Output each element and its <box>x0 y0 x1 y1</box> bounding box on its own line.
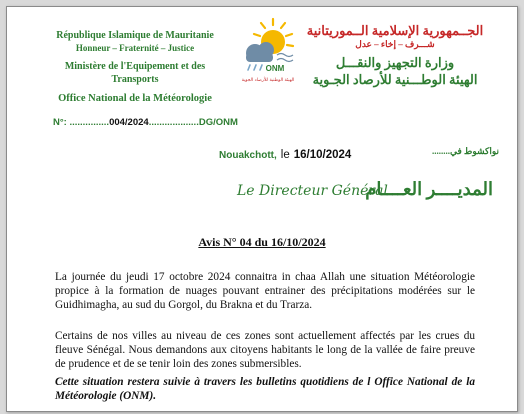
header-left <box>41 29 229 106</box>
logo-acronym: ONM <box>265 64 285 73</box>
dateline-city: Nouakchott, <box>219 150 277 161</box>
dateline-le: le <box>280 149 290 161</box>
onm-logo <box>235 15 301 85</box>
republic-name-ar: الجــمهورية الإسلامية الــموريتانية <box>306 23 484 38</box>
reference-number <box>53 117 238 128</box>
motto-ar: شـــرف – إخاء – عدل <box>355 39 435 49</box>
republic-name-fr: République Islamique de Mauritanie <box>56 30 214 41</box>
logo-caption: الهيئة الوطنية للأرصاد الجوية <box>241 78 295 83</box>
ministry-name-fr: Ministère de l'Equipement et des Transports <box>64 61 206 85</box>
notice-paragraph-3: Cette situation restera suivie à travers les bulletins quotidiens de l Office National de la Météorologie (ONM). <box>55 376 475 402</box>
notice-title-wrap <box>7 235 517 250</box>
director-title-fr: Le Directeur Général <box>237 183 388 199</box>
header-right <box>295 23 495 88</box>
notice-paragraph-2: Certains de nos villes au niveau de ces zones sont actuellement affectés par les crues du fleuve Sénégal. Nous demandons aux citoyens habitants le long de la vallée de faire preuve de prudence et de se tenir loin des zones submersibles. <box>55 330 475 370</box>
reference-suffix: ...................DG/ONM <box>148 117 238 128</box>
dateline-arabic: نواكشوط في........ <box>432 146 499 156</box>
reference-prefix: N°: ............... <box>53 117 110 128</box>
office-name-ar: الهيئة الوطـــنية للأرصاد الجـوية <box>312 72 478 87</box>
sun-cloud-icon <box>235 15 301 85</box>
document-page <box>6 6 518 412</box>
director-title-ar: المديــــر العــــام <box>365 179 493 199</box>
dateline <box>219 145 499 163</box>
office-name-fr: Office National de la Météorologie <box>58 93 212 104</box>
notice-title: Avis N° 04 du 16/10/2024 <box>198 235 326 249</box>
ministry-name-ar: وزارة التجهيز والنقـــل <box>335 55 455 70</box>
motto-fr: Honneur – Fraternité – Justice <box>75 43 195 53</box>
notice-paragraph-1: La journée du jeudi 17 octobre 2024 connaitra in chaa Allah une situation Météorologie propice à la formation de nuages pouvant entrainer des précipitations modérées sur le Guidhimagha, au sud du Gorgol, du Brakna et du Trarza. <box>55 271 475 311</box>
dateline-date: 16/10/2024 <box>293 149 352 161</box>
reference-value: 004/2024 <box>109 117 149 128</box>
